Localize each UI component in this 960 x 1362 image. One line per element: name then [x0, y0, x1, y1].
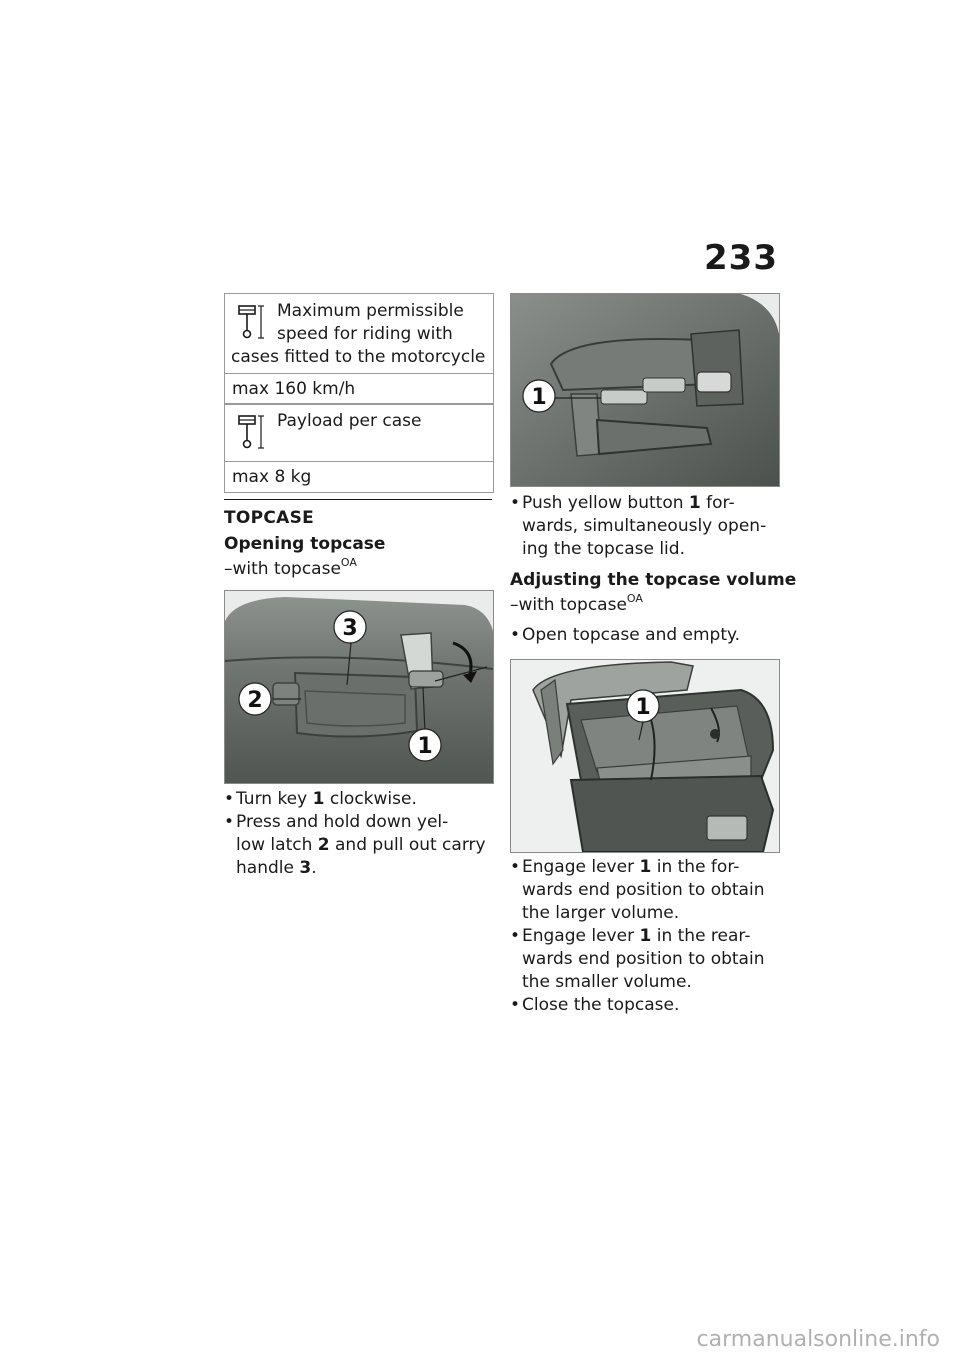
step-text: handle — [236, 858, 300, 878]
step-text: the smaller volume. — [522, 972, 692, 992]
opening-steps — [224, 788, 494, 880]
step-text: Close the topcase. — [522, 995, 680, 1015]
step-text: wards, simultaneously open- — [522, 516, 767, 536]
callout-label: 1 — [417, 734, 433, 759]
callout-label: 1 — [635, 695, 651, 720]
spec-text-line: speed for riding with — [277, 324, 453, 344]
watermark: carmanualsonline.info — [696, 1327, 940, 1352]
step-ref-number: 3 — [299, 858, 312, 878]
section-rule — [224, 499, 492, 500]
step-text: in the rear- — [651, 926, 751, 946]
step-text: Turn key — [236, 789, 313, 809]
step-text: and pull out carry — [329, 835, 486, 855]
list-item — [510, 994, 782, 1017]
spec-header — [225, 294, 493, 373]
step-text: Press and hold down yel- — [236, 812, 449, 832]
adjust-steps — [510, 856, 782, 1017]
spec-box-max-speed — [224, 293, 494, 405]
spec-value: max 160 km/h — [225, 373, 493, 404]
step-text: Engage lever — [522, 926, 640, 946]
step-text: . — [311, 858, 317, 878]
step-text: low latch — [236, 835, 318, 855]
section-title: TOPCASE — [224, 508, 315, 528]
callout-label: 1 — [531, 385, 547, 410]
piston-gauge-icon — [237, 304, 267, 340]
spec-text-line: Payload per case — [277, 411, 422, 431]
list-item — [510, 492, 780, 561]
note-text: –with topcase — [224, 559, 341, 579]
step-ref-number: 2 — [317, 835, 330, 855]
step-text: Push yellow button — [522, 493, 689, 513]
callout-label: 3 — [342, 616, 358, 641]
step-text: Engage lever — [522, 857, 640, 877]
step-ref-number: 1 — [688, 493, 701, 513]
step-text: in the for- — [651, 857, 740, 877]
step-text: clockwise. — [324, 789, 417, 809]
step-text: wards end position to obtain — [522, 949, 765, 969]
step-text: wards end position to obtain — [522, 880, 765, 900]
note-text: –with topcase — [510, 595, 627, 615]
equipment-note — [224, 556, 357, 579]
step-text: for- — [700, 493, 735, 513]
list-item — [224, 788, 494, 811]
photo-push-button — [510, 293, 780, 487]
note-sup: OA — [626, 592, 643, 605]
list-item — [510, 624, 780, 647]
photo-adjust-lever — [510, 659, 780, 853]
spec-value: max 8 kg — [225, 461, 493, 492]
step-text: ing the topcase lid. — [522, 539, 685, 559]
push-step — [510, 492, 780, 561]
adjusting-heading: Adjusting the topcase volume — [510, 570, 797, 590]
step-text: Open topcase and empty. — [522, 625, 741, 645]
step-ref-number: 1 — [639, 926, 652, 946]
open-step — [510, 624, 780, 647]
spec-text-line: Maximum permissible — [277, 301, 464, 321]
step-ref-number: 1 — [639, 857, 652, 877]
spec-header — [225, 404, 493, 461]
list-item — [224, 811, 494, 880]
spec-box-payload — [224, 403, 494, 493]
note-sup: OA — [340, 556, 357, 569]
step-text: the larger volume. — [522, 903, 680, 923]
photo-opening-topcase — [224, 590, 494, 784]
list-item — [510, 856, 782, 925]
list-item — [510, 925, 782, 994]
spec-text-line: cases fitted to the motorcycle — [231, 347, 486, 367]
step-ref-number: 1 — [312, 789, 325, 809]
opening-heading: Opening topcase — [224, 534, 386, 554]
callout-label: 2 — [247, 688, 263, 713]
piston-gauge-icon — [237, 414, 267, 450]
page-number: 233 — [704, 238, 778, 278]
equipment-note — [510, 592, 643, 615]
